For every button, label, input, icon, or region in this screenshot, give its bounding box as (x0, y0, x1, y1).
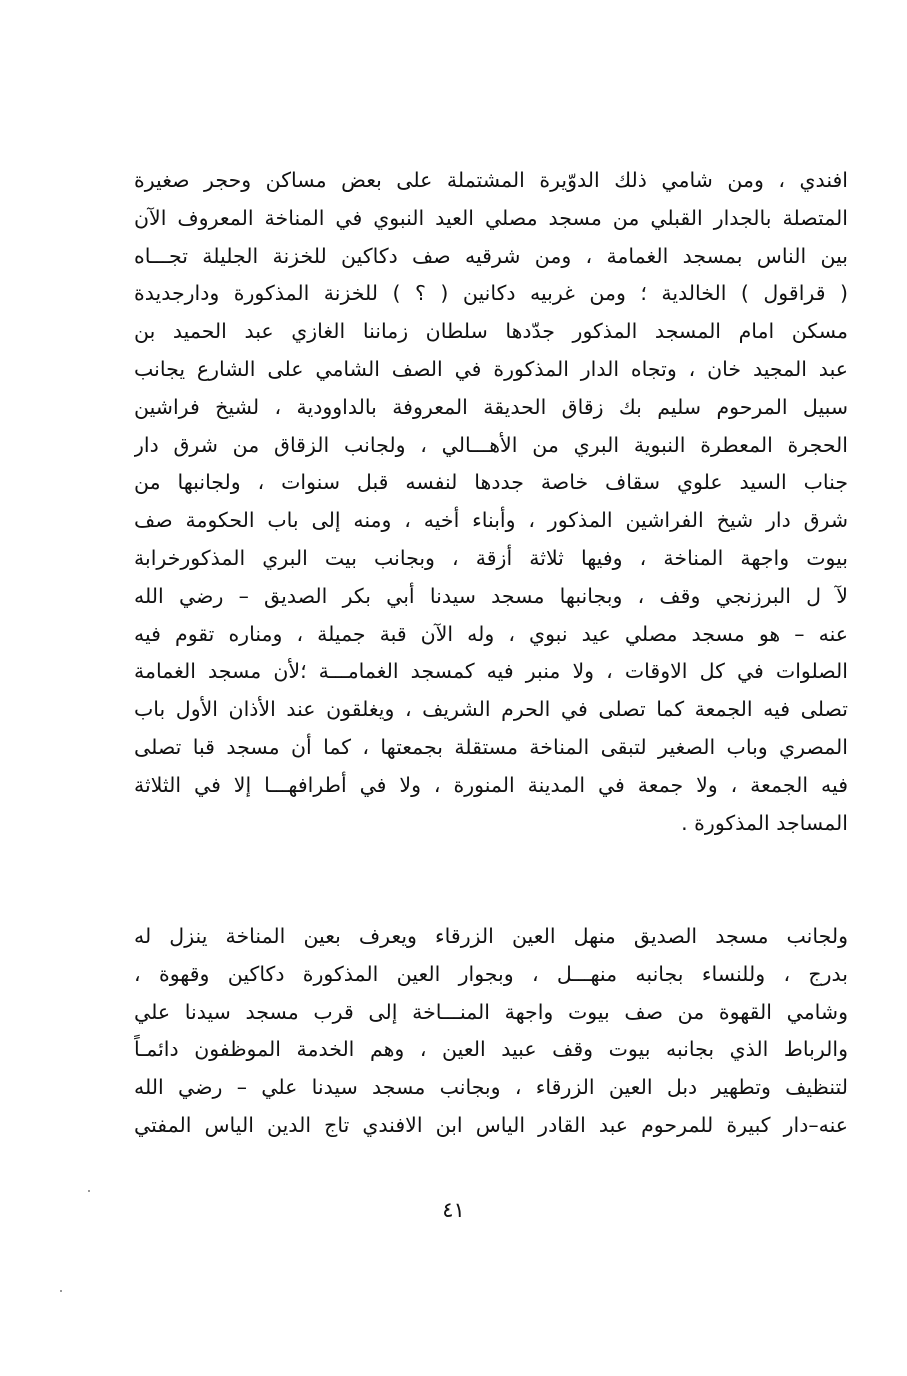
text-line: لآ ل البرزنجي وقف ، وبجانبها مسجد سيدنا أبي بكر الصديق – رضي الله (134, 583, 848, 608)
text-line: تصلى فيه الجمعة كما تصلى في الحرم الشريف ، ويغلقون عند الأذان الأول باب (134, 697, 848, 722)
text-line: ( قراقول ) الخالدية ؛ ومن غربيه دكانين ( ؟ ) للخزنة المذكورة ودارجديدة (134, 281, 848, 306)
text-line: بين الناس بمسجد الغمامة ، ومن شرقيه صف دكاكين للخزنة الجليلة تجـــاه (134, 243, 848, 268)
text-line: فيه الجمعة ، ولا جمعة في المدينة المنورة ، ولا في أطرافهـــا إلا في الثلاثة (134, 772, 848, 797)
text-line: افندي ، ومن شامي ذلك الدوّيرة المشتملة على بعض مساكن وحجر صغيرة (134, 168, 848, 192)
text-line: بدرج ، وللنساء بجانبه منهـــل ، وبجوار العين المذكورة دكاكين وقهوة ، (134, 961, 848, 986)
text-line: المصري وباب الصغير لتبقى المناخة مستقلة بجمعتها ، كما أن مسجد قبا تصلى (134, 734, 848, 759)
text-line: عنه–دار كبيرة للمرحوم عبد القادر الياس ابن الافندي تاج الدين الياس المفتي (134, 1112, 848, 1137)
text-line: المساجد المذكورة . (681, 810, 848, 835)
text-line: سبيل المرحوم سليم بك زقاق الحديقة المعروفة بالداوودية ، لشيخ فراشين (134, 394, 848, 419)
text-line: لتنظيف وتطهير دبل العين الزرقاء ، وبجانب مسجد سيدنا علي – رضي الله (134, 1075, 848, 1100)
text-line: الصلوات في كل الاوقات ، ولا منبر فيه كمسجد الغمامـــة ؛لأن مسجد الغمامة (134, 659, 848, 684)
text-line: بيوت واجهة المناخة ، وفيها ثلاثة أزقة ، وبجانب بيت البري المذكورخرابة (134, 545, 848, 570)
paragraph-2 (134, 918, 848, 1145)
scan-speck (60, 1290, 62, 1292)
text-line: عنه – هو مسجد مصلي عيد نبوي ، وله الآن قبة جميلة ، ومناره تقوم فيه (134, 621, 848, 646)
text-line: عبد المجيد خان ، وتجاه الدار المذكورة في الصف الشامي على الشارع يجانب (134, 356, 848, 381)
text-line: الحجرة المعطرة النبوية البري من الأهـــالي ، ولجانب الزقاق من شرق دار (134, 432, 848, 457)
scan-speck (88, 1190, 90, 1192)
text-line: والرباط الذي بجانبه بيوت وقف عبيد العين ، وهم الخدمة الموظفون دائمـاً (134, 1037, 848, 1062)
text-line: وشامي القهوة من صف بيوت واجهة المنـــاخة إلى قرب مسجد سيدنا علي (134, 999, 848, 1024)
page-number: ٤١ (442, 1198, 465, 1222)
text-line: جناب السيد علوي سقاف خاصة جددها لنفسه قبل سنوات ، ولجانبها من (134, 470, 848, 495)
text-line: مسكن امام المسجد المذكور جدّدها سلطان زماننا الغازي عبد الحميد بن (134, 319, 848, 344)
text-line: ولجانب مسجد الصديق منهل العين الزرقاء ويعرف بعين المناخة ينزل له (134, 924, 848, 948)
paragraph-1 (134, 162, 848, 842)
text-line: شرق دار شيخ الفراشين المذكور ، وأبناء أخيه ، ومنه إلى باب الحكومة صف (134, 508, 848, 533)
text-line: المتصلة بالجدار القبلي من مسجد مصلي العيد النبوي في المناخة المعروف الآن (134, 205, 848, 230)
